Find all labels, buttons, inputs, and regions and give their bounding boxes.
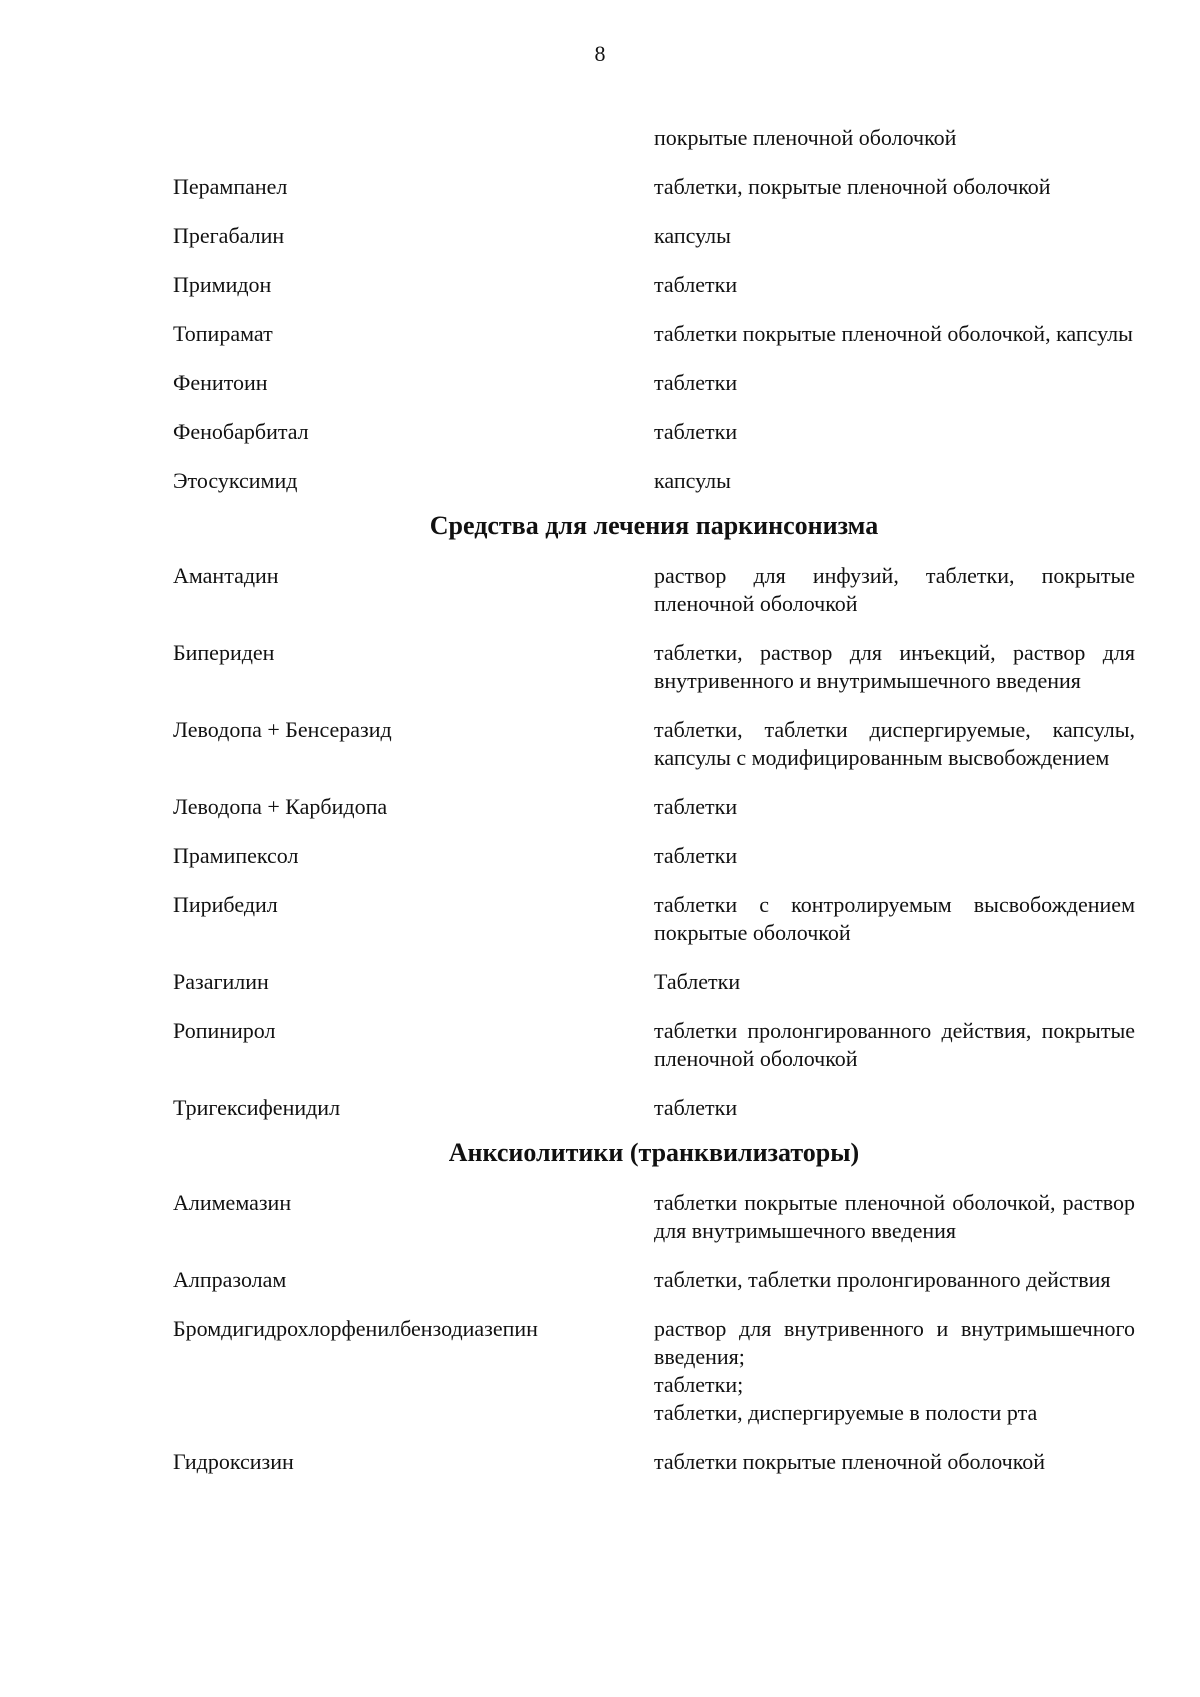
drug-name: Тригексифенидил <box>173 1095 341 1120</box>
dosage-form: таблетки <box>654 1095 738 1120</box>
table-row <box>173 968 1135 996</box>
drug-name: Перампанел <box>173 174 288 199</box>
section-heading: Анксиолитики (транквилизаторы) <box>448 1138 860 1167</box>
dosage-form: таблетки <box>654 794 738 819</box>
table-row <box>173 1266 1135 1294</box>
drug-name: Пирибедил <box>173 892 278 917</box>
dosage-form: таблетки покрытые пленочной оболочкой <box>654 1449 1046 1474</box>
drug-name: Гидроксизин <box>173 1449 294 1474</box>
drug-name: Фенобарбитал <box>173 419 309 444</box>
table-row <box>173 842 1135 870</box>
dosage-form: Таблетки <box>654 969 741 994</box>
drug-list <box>173 124 1135 1497</box>
drug-name: Топирамат <box>173 321 273 346</box>
table-row <box>173 320 1135 348</box>
dosage-form: раствор для внутривенного и внутримышечного введения; таблетки; таблетки, диспергируемые в полости рта <box>654 1316 1135 1425</box>
page-number: 8 <box>594 41 606 66</box>
dosage-form: таблетки пролонгированного действия, покрытые пленочной оболочкой <box>654 1018 1135 1071</box>
drug-name: Разагилин <box>173 969 269 994</box>
drug-name: Ропинирол <box>173 1018 276 1043</box>
section-heading: Средства для лечения паркинсонизма <box>429 511 879 540</box>
drug-name: Алимемазин <box>173 1190 292 1215</box>
dosage-form: таблетки с контролируемым высвобождением покрытые оболочкой <box>654 892 1135 945</box>
dosage-form: таблетки, таблетки диспергируемые, капсулы, капсулы с модифицированным высвобождением <box>654 717 1135 770</box>
table-row <box>173 891 1135 947</box>
dosage-form: таблетки, таблетки пролонгированного действия <box>654 1267 1111 1292</box>
dosage-form: таблетки <box>654 843 738 868</box>
table-row <box>173 639 1135 695</box>
drug-name: Фенитоин <box>173 370 268 395</box>
table-row <box>173 1189 1135 1245</box>
dosage-form: покрытые пленочной оболочкой <box>654 125 957 150</box>
table-row <box>173 173 1135 201</box>
table-row <box>173 222 1135 250</box>
table-row <box>173 716 1135 772</box>
dosage-form: раствор для инфузий, таблетки, покрытые пленочной оболочкой <box>654 563 1135 616</box>
dosage-form: таблетки, раствор для инъекций, раствор для внутривенного и внутримышечного введения <box>654 640 1135 693</box>
drug-name: Прамипексол <box>173 843 299 868</box>
drug-name: Амантадин <box>173 563 279 588</box>
table-row <box>173 1017 1135 1073</box>
drug-name: Бромдигидрохлорфенилбензодиазепин <box>173 1316 538 1341</box>
drug-name: Алпразолам <box>173 1267 287 1292</box>
dosage-form: таблетки покрытые пленочной оболочкой, раствор для внутримышечного введения <box>654 1190 1135 1243</box>
table-row <box>173 124 1135 152</box>
table-row <box>173 1315 1135 1427</box>
drug-name: Бипериден <box>173 640 275 665</box>
table-row <box>173 1448 1135 1476</box>
dosage-form: капсулы <box>654 468 731 493</box>
dosage-form: таблетки покрытые пленочной оболочкой, капсулы <box>654 321 1133 346</box>
table-row <box>173 1094 1135 1122</box>
table-row <box>173 562 1135 618</box>
drug-name: Леводопа + Бенсеразид <box>173 717 392 742</box>
drug-name: Примидон <box>173 272 272 297</box>
dosage-form: таблетки <box>654 370 738 395</box>
table-row <box>173 271 1135 299</box>
drug-name: Леводопа + Карбидопа <box>173 794 388 819</box>
table-row <box>173 369 1135 397</box>
dosage-form: таблетки <box>654 419 738 444</box>
dosage-form: таблетки <box>654 272 738 297</box>
dosage-form: таблетки, покрытые пленочной оболочкой <box>654 174 1051 199</box>
dosage-form: капсулы <box>654 223 731 248</box>
table-row <box>173 793 1135 821</box>
table-row <box>173 467 1135 495</box>
drug-name: Прегабалин <box>173 223 285 248</box>
drug-name: Этосуксимид <box>173 468 298 493</box>
table-row <box>173 418 1135 446</box>
